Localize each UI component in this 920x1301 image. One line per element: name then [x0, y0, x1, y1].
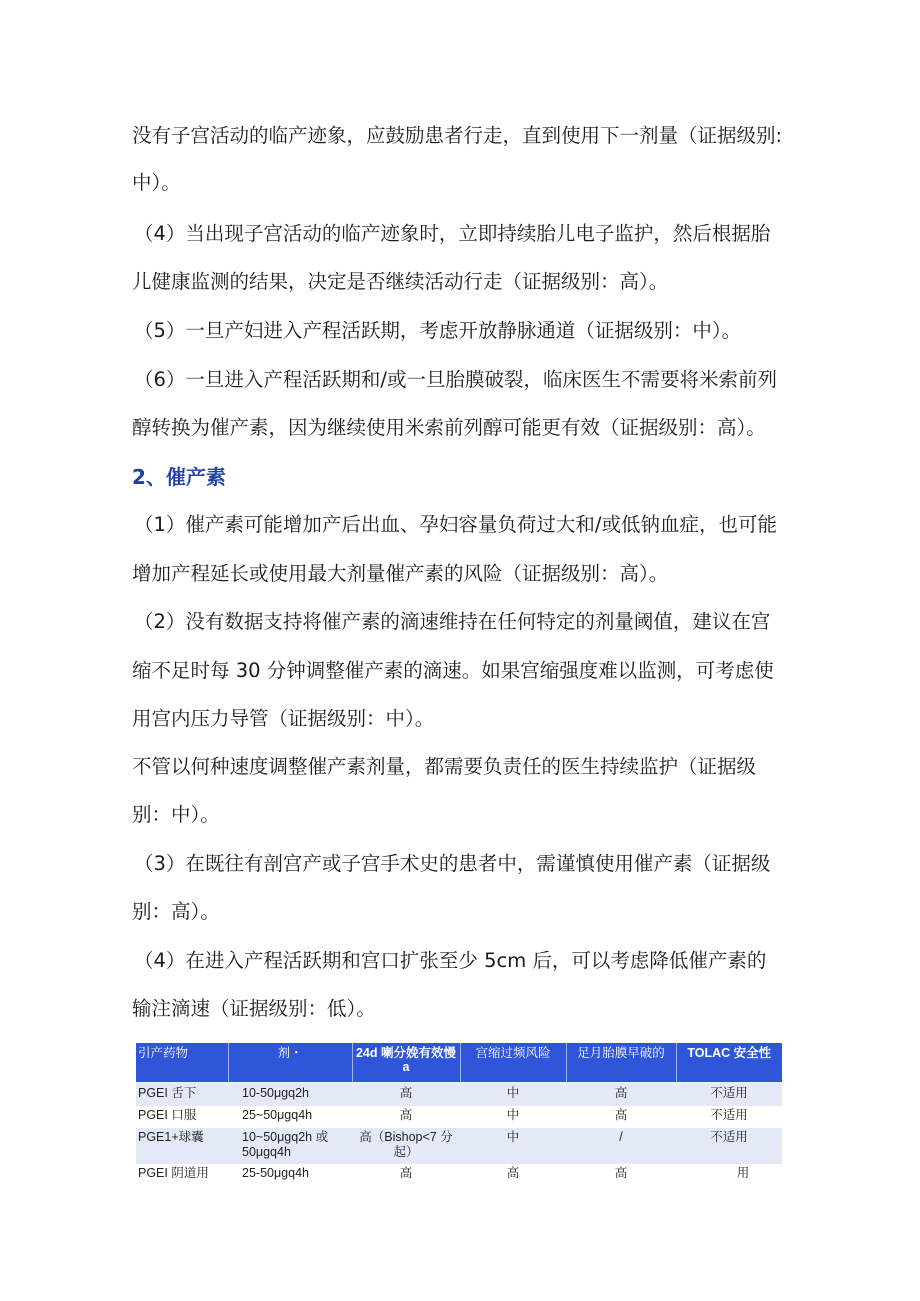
paragraph-line: 儿健康监测的结果，决定是否继续活动行走（证据级别：高）。 — [132, 270, 669, 293]
table-cell: 高（Bishop<7 分起） — [352, 1128, 460, 1164]
table-cell: 中 — [506, 1108, 520, 1122]
paragraph-line: 没有子宫活动的临产迹象，应鼓励患者行走，直到使用下一剂量（证据级别: — [132, 124, 783, 147]
table-header-cell: 足月胎膜早破的 — [566, 1043, 676, 1083]
paragraph-line: （4）当出现子宫活动的临产迹象时，立即持续胎儿电子监护，然后根据胎 — [134, 222, 771, 245]
table-row — [136, 1128, 782, 1164]
paragraph-line: 输注滴速（证据级别：低）。 — [132, 997, 376, 1020]
table-row — [136, 1083, 782, 1106]
paragraph-line: （2）没有数据支持将催产素的滴速维持在任何特定的剂量阈值，建议在宫 — [134, 610, 771, 633]
table-row — [136, 1164, 782, 1186]
table-header-cell: TOLAC 安全性 — [676, 1043, 782, 1083]
paragraph-line: （6）一旦进入产程活跃期和/或一旦胎膜破裂，临床医生不需要将米索前列 — [134, 368, 777, 391]
induction-drug-table — [136, 1043, 782, 1186]
table-cell: 高 — [399, 1108, 413, 1122]
table-cell: 高 — [614, 1166, 628, 1180]
paragraph-line: 缩不足时每 30 分钟调整催产素的滴速。如果宫缩强度难以监测，可考虑使 — [132, 659, 774, 682]
table-cell: 10-50μgq2h — [228, 1083, 352, 1106]
table-cell: PGEI 舌下 — [136, 1083, 228, 1106]
table-cell: PGEI 阴道用 — [138, 1166, 209, 1180]
table-header-cell: 剂・ — [228, 1043, 352, 1083]
table-header-cell: 宫缩过频风险 — [460, 1043, 566, 1083]
table-cell: 用 — [736, 1166, 750, 1180]
table-cell: 不适用 — [676, 1128, 782, 1164]
paragraph-line: （5）一旦产妇进入产程活跃期，考虑开放静脉通道（证据级别：中）。 — [134, 319, 742, 342]
paragraph-line: 别：高）。 — [132, 900, 220, 923]
table-cell: 25~50μgq4h — [242, 1108, 313, 1122]
paragraph-line: 增加产程延长或使用最大剂量催产素的风险（证据级别：高）。 — [132, 562, 669, 585]
table-cell: 不适用 — [676, 1083, 782, 1106]
paragraph-line: （3）在既往有剖宫产或子宫手术史的患者中，需谨慎使用催产素（证据级 — [134, 852, 771, 875]
paragraph-line: 中）。 — [132, 171, 181, 194]
table-cell: 高 — [352, 1083, 460, 1106]
paragraph-line: （4）在进入产程活跃期和宫口扩张至少 5cm 后，可以考虑降低催产素的 — [134, 949, 767, 972]
table-cell: PGE1+球囊 — [136, 1128, 228, 1164]
table-cell: 高 — [399, 1166, 413, 1180]
section-heading: 2、催产素 — [132, 465, 226, 489]
table-cell: 高 — [614, 1108, 628, 1122]
table-cell: 10~50μgq2h 或 50μgq4h — [228, 1128, 352, 1164]
paragraph-line: （1）催产素可能增加产后出血、孕妇容量负荷过大和/或低钠血症，也可能 — [134, 513, 777, 536]
table-cell: 高 — [566, 1083, 676, 1106]
table-row — [136, 1106, 782, 1128]
table-cell: 25-50μgq4h — [242, 1166, 309, 1180]
table-cell: 中 — [460, 1083, 566, 1106]
table-cell: 不适用 — [710, 1108, 748, 1122]
paragraph-line: 不管以何种速度调整催产素剂量，都需要负责任的医生持续监护（证据级 — [132, 755, 757, 778]
paragraph-line: 别：中）。 — [132, 803, 220, 826]
table-header-cell: 引产药物 — [136, 1043, 228, 1083]
paragraph-line: 醇转换为催产素，因为继续使用米索前列醇可能更有效（证据级别：高）。 — [132, 416, 766, 439]
table-cell: / — [566, 1128, 676, 1164]
paragraph-line: 用宫内压力导管（证据级别：中）。 — [132, 707, 435, 730]
table-header-row — [136, 1043, 782, 1083]
table-cell: 中 — [460, 1128, 566, 1164]
table-header-cell: 24d 喇分娩有效慢 a — [352, 1043, 460, 1083]
table-cell: 高 — [506, 1166, 520, 1180]
table-cell: PGEI 口服 — [138, 1108, 197, 1122]
